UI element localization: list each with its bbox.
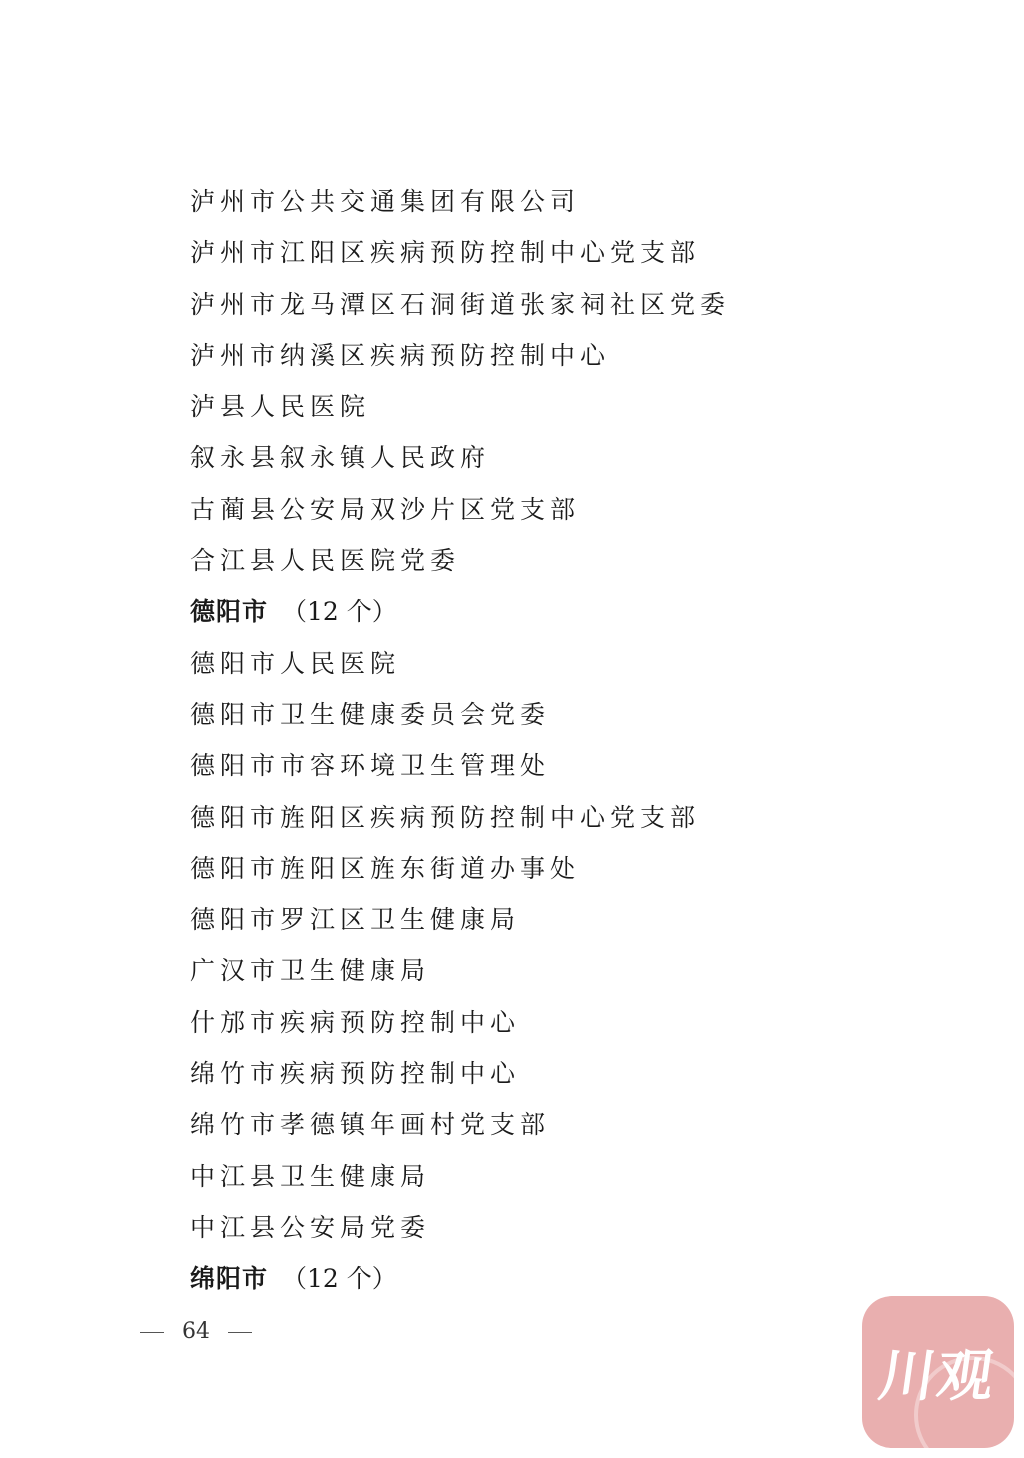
- list-item: [190, 843, 890, 894]
- list-item: [190, 279, 890, 330]
- list-item: [190, 689, 890, 740]
- section-heading: [190, 1253, 890, 1304]
- organization-name: 德阳市罗江区卫生健康局: [190, 905, 521, 935]
- list-item: [190, 330, 890, 381]
- right-dash: [228, 1332, 252, 1333]
- page-number: [140, 1318, 252, 1346]
- organization-name: 泸县人民医院: [190, 392, 371, 422]
- organization-name: 什邡市疾病预防控制中心: [190, 1007, 521, 1037]
- organization-name: 合江县人民医院党委: [190, 546, 461, 576]
- section-heading: [190, 586, 890, 637]
- organization-name: 叙永县叙永镇人民政府: [190, 443, 491, 473]
- list-item: [190, 945, 890, 996]
- organization-name: 泸州市龙马潭区石洞街道张家祠社区党委: [190, 289, 731, 319]
- list-item: [190, 997, 890, 1048]
- list-item: [190, 535, 890, 586]
- organization-name: 绵竹市疾病预防控制中心: [190, 1059, 521, 1089]
- organization-name: 古蔺县公安局双沙片区党支部: [190, 494, 581, 524]
- organization-name: 德阳市市容环境卫生管理处: [190, 751, 551, 781]
- watermark-text: 川观: [874, 1344, 1000, 1409]
- list-item: [190, 740, 890, 791]
- section-heading-title: 德阳市: [190, 597, 269, 627]
- organization-name: 德阳市旌阳区疾病预防控制中心党支部: [190, 802, 701, 832]
- section-heading-count: （12 个）: [282, 1264, 397, 1294]
- list-item: [190, 1099, 890, 1150]
- organization-name: 广汉市卫生健康局: [190, 956, 431, 986]
- section-heading-count: （12 个）: [282, 597, 397, 627]
- section-heading-title: 绵阳市: [190, 1264, 269, 1294]
- organization-list: [190, 176, 890, 1305]
- left-dash: [140, 1332, 164, 1333]
- list-item: [190, 484, 890, 535]
- organization-name: 中江县公安局党委: [190, 1212, 431, 1242]
- organization-name: 绵竹市孝德镇年画村党支部: [190, 1110, 551, 1140]
- organization-name: 中江县卫生健康局: [190, 1161, 431, 1191]
- list-item: [190, 638, 890, 689]
- organization-name: 泸州市公共交通集团有限公司: [190, 187, 581, 216]
- organization-name: 德阳市卫生健康委员会党委: [190, 699, 551, 729]
- list-item: [190, 792, 890, 843]
- list-item: [190, 1202, 890, 1253]
- organization-name: 德阳市人民医院: [190, 648, 401, 678]
- list-item: [190, 432, 890, 483]
- list-item: [190, 894, 890, 945]
- organization-name: 泸州市江阳区疾病预防控制中心党支部: [190, 238, 701, 268]
- list-item: [190, 227, 890, 278]
- chuanguan-watermark-logo: [862, 1296, 1014, 1448]
- list-item: [190, 1048, 890, 1099]
- organization-name: 德阳市旌阳区旌东街道办事处: [190, 853, 581, 883]
- organization-name: 泸州市纳溪区疾病预防控制中心: [190, 340, 611, 370]
- list-item: [190, 381, 890, 432]
- page-number-value: 64: [182, 1319, 210, 1344]
- list-item: [190, 1151, 890, 1202]
- list-item: [190, 176, 890, 227]
